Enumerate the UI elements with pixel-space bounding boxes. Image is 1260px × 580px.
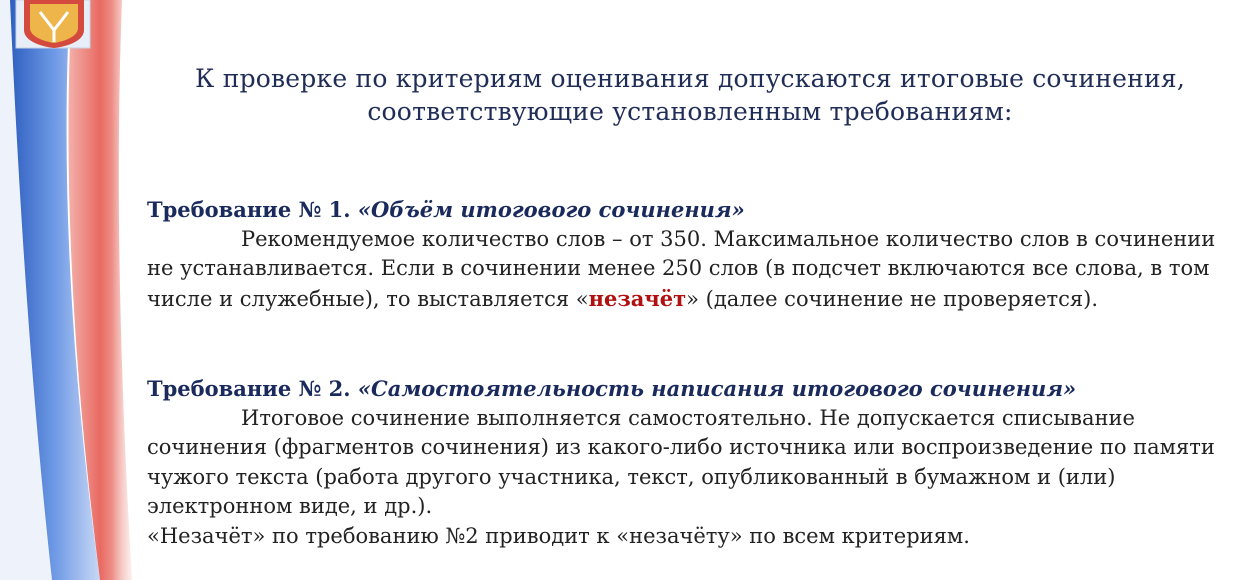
requirement-2-name: «Самостоятельность написания итогового сочинения»: [357, 376, 1077, 401]
page-title: [140, 62, 1240, 128]
requirement-2-heading: [147, 374, 1237, 404]
requirement-2-label: Требование № 2.: [147, 376, 358, 401]
page-title-line-1: К проверке по критериям оценивания допускаются итоговые сочинения,: [195, 64, 1185, 93]
flag-decoration: [0, 0, 140, 580]
fail-highlight: незачёт: [588, 285, 687, 311]
requirement-1-label: Требование № 1.: [147, 197, 358, 222]
requirement-1: [147, 195, 1237, 314]
page-title-line-2: соответствующие установленным требованиям:: [367, 97, 1013, 126]
requirement-2-body: [147, 406, 1215, 519]
requirement-1-heading: [147, 195, 1237, 225]
requirement-1-body: [147, 227, 1215, 311]
requirement-1-name: «Объём итогового сочинения»: [357, 197, 745, 222]
requirement-2-note: «Незачёт» по требованию №2 приводит к «незачёту» по всем критериям.: [147, 523, 970, 548]
requirement-2: [147, 374, 1237, 552]
coat-of-arms-icon: [16, 0, 90, 48]
requirement-1-text: Рекомендуемое количество слов – от 350. Максимальное количество слов в сочинении не устанавливается. Если в сочинении менее 250 слов (в подсчет включаются все слова, в том числе и служебные), то выставляется «: [147, 226, 1216, 311]
requirement-1-text-end: » (далее сочинение не проверяется).: [686, 286, 1099, 311]
requirement-2-text: Итоговое сочинение выполняется самостоятельно. Не допускается списывание сочинения (фрагментов сочинения) из какого-либо источника или воспроизведение по памяти чужого текста (работа другого участника, текст, опубликованный в бумажном и (или) электронном виде, и др.).: [147, 405, 1215, 519]
